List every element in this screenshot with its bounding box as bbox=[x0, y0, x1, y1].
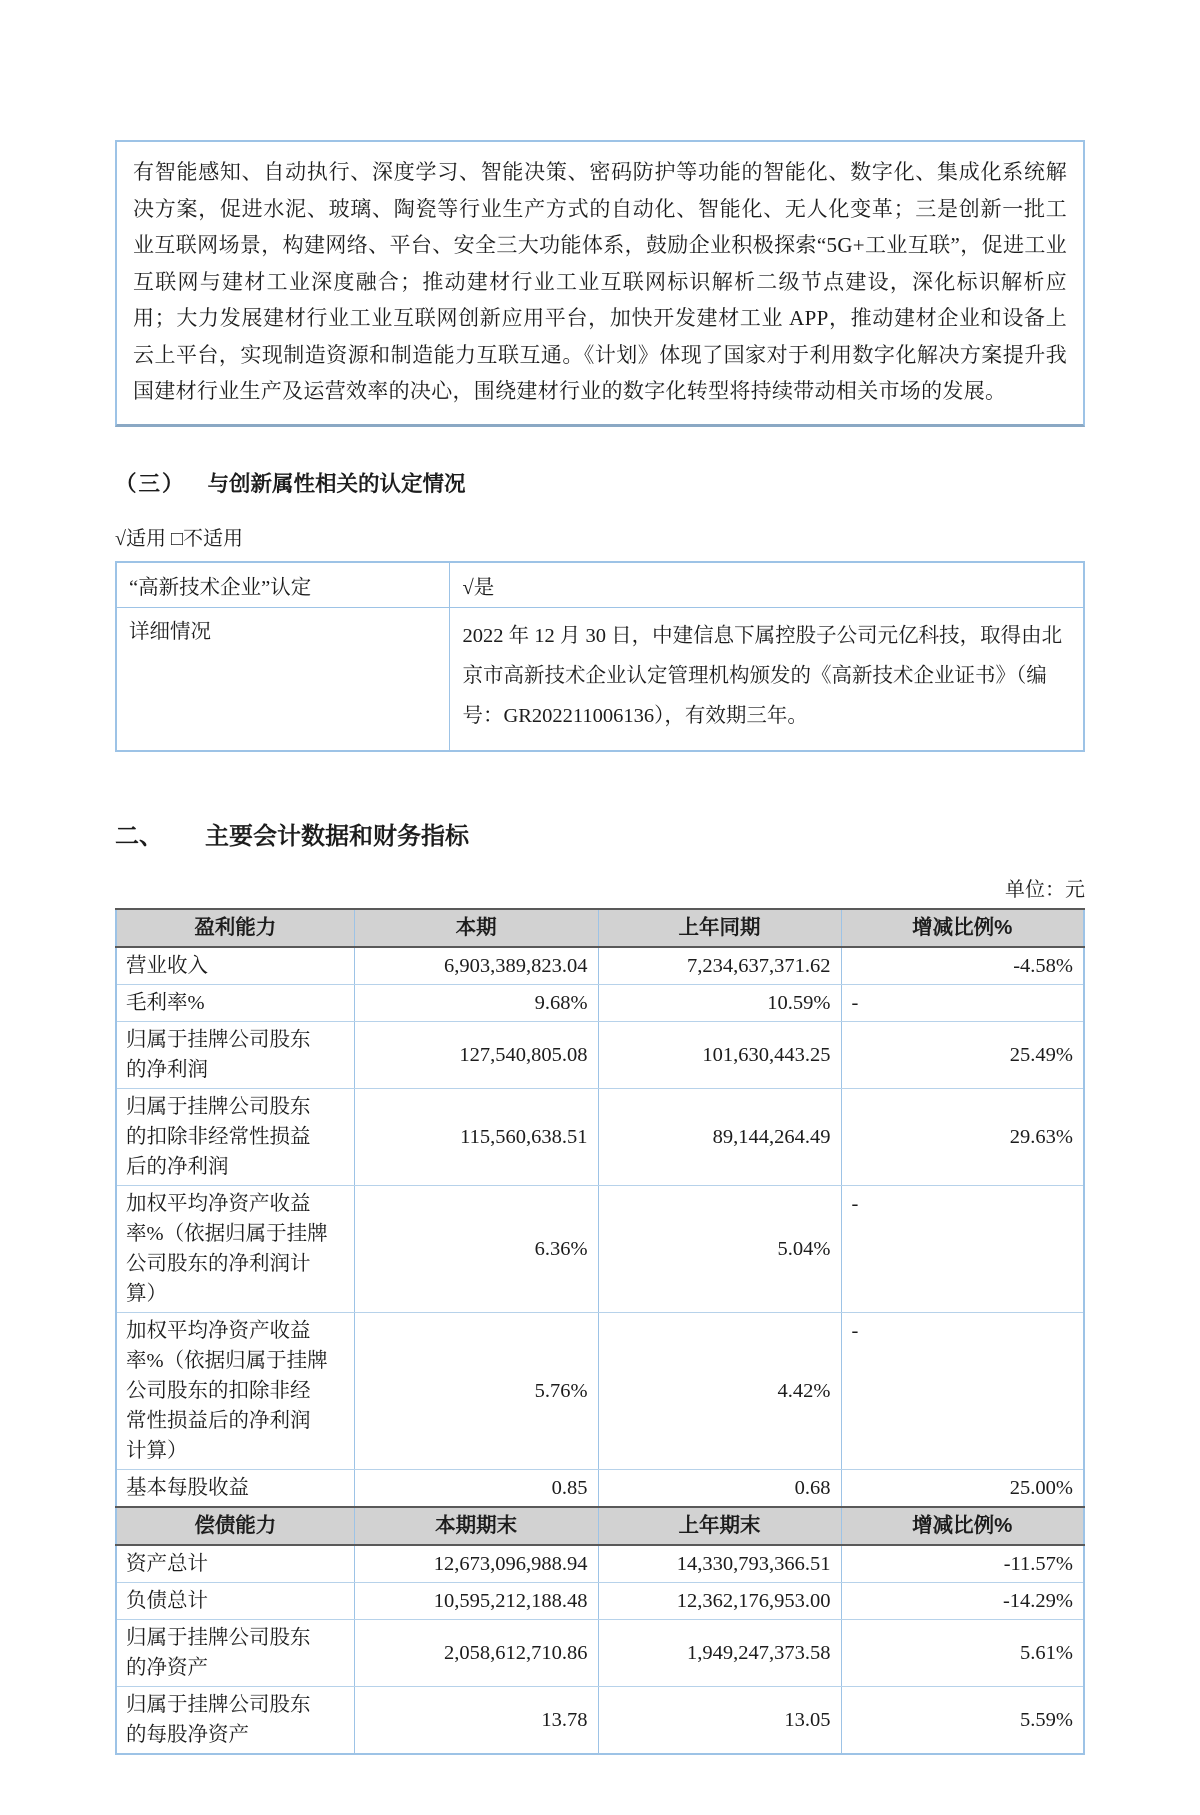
row-value: 127,540,805.08 bbox=[354, 1021, 598, 1088]
certification-table bbox=[115, 561, 1085, 752]
row-value: 14,330,793,366.51 bbox=[598, 1545, 841, 1583]
row-value: - bbox=[841, 1185, 1084, 1312]
row-value: 10,595,212,188.48 bbox=[354, 1582, 598, 1619]
row-value: 13.05 bbox=[598, 1686, 841, 1754]
row-value: 9.68% bbox=[354, 984, 598, 1021]
table-row bbox=[116, 1185, 1084, 1312]
row-value: 0.85 bbox=[354, 1469, 598, 1507]
row-value: 13.78 bbox=[354, 1686, 598, 1754]
row-value: 25.00% bbox=[841, 1469, 1084, 1507]
row-value: 10.59% bbox=[598, 984, 841, 1021]
row-value: 12,673,096,988.94 bbox=[354, 1545, 598, 1583]
row-value: 2022 年 12 月 30 日，中建信息下属控股子公司元亿科技，取得由北京市高新技术企业认定管理机构颁发的《高新技术企业证书》（编号：GR202211006136），有效期三年。 bbox=[450, 607, 1084, 751]
section-title: 主要会计数据和财务指标 bbox=[205, 822, 469, 850]
table-row bbox=[116, 1686, 1084, 1754]
table-row bbox=[116, 562, 1084, 608]
row-value: -14.29% bbox=[841, 1582, 1084, 1619]
row-label: 归属于挂牌公司股东的每股净资产 bbox=[116, 1686, 354, 1754]
table-row bbox=[116, 1312, 1084, 1469]
row-value: 101,630,443.25 bbox=[598, 1021, 841, 1088]
row-value: 5.59% bbox=[841, 1686, 1084, 1754]
intro-text-box bbox=[115, 140, 1085, 427]
row-value: 4.42% bbox=[598, 1312, 841, 1469]
table-row bbox=[116, 984, 1084, 1021]
section-number: （三） bbox=[115, 471, 186, 496]
column-header: 本期 bbox=[354, 909, 598, 947]
row-label: 资产总计 bbox=[116, 1545, 354, 1583]
row-label: 归属于挂牌公司股东的净资产 bbox=[116, 1619, 354, 1686]
column-header: 上年同期 bbox=[598, 909, 841, 947]
section-title: 与创新属性相关的认定情况 bbox=[207, 471, 466, 496]
financial-table bbox=[115, 908, 1085, 1755]
column-header: 盈利能力 bbox=[116, 909, 354, 947]
row-value: -4.58% bbox=[841, 947, 1084, 985]
row-label: 归属于挂牌公司股东的扣除非经常性损益后的净利润 bbox=[116, 1088, 354, 1185]
row-value: 12,362,176,953.00 bbox=[598, 1582, 841, 1619]
row-value: 89,144,264.49 bbox=[598, 1088, 841, 1185]
unit-label: 单位：元 bbox=[1005, 878, 1085, 901]
row-value: - bbox=[841, 984, 1084, 1021]
table-header-row bbox=[116, 909, 1084, 947]
row-label: 基本每股收益 bbox=[116, 1469, 354, 1507]
row-value: 7,234,637,371.62 bbox=[598, 947, 841, 985]
column-header: 上年期末 bbox=[598, 1507, 841, 1545]
intro-paragraph: 有智能感知、自动执行、深度学习、智能决策、密码防护等功能的智能化、数字化、集成化系统解决方案，促进水泥、玻璃、陶瓷等行业生产方式的自动化、智能化、无人化变革；三是创新一批工业互联网场景，构建网络、平台、安全三大功能体系，鼓励企业积极探索“5G+工业互联”，促进工业互联网与建材工业深度融合；推动建材行业工业互联网标识解析二级节点建设，深化标识解析应用；大力发展建材行业工业互联网创新应用平台，加快开发建材工业 APP，推动建材企业和设备上云上平台，实现制造资源和制造能力互联互通。《计划》体现了国家对于利用数字化解决方案提升我国建材行业生产及运营效率的决心，围绕建材行业的数字化转型将持续带动相关市场的发展。 bbox=[133, 160, 1067, 403]
row-label: 负债总计 bbox=[116, 1582, 354, 1619]
table-row bbox=[116, 947, 1084, 985]
row-value: 5.04% bbox=[598, 1185, 841, 1312]
column-header: 增减比例% bbox=[841, 909, 1084, 947]
applicability-note: √适用 □不适用 bbox=[115, 527, 244, 550]
row-label: 归属于挂牌公司股东的净利润 bbox=[116, 1021, 354, 1088]
row-value: √是 bbox=[450, 562, 1084, 608]
row-value: 2,058,612,710.86 bbox=[354, 1619, 598, 1686]
row-label: 加权平均净资产收益率%（依据归属于挂牌公司股东的扣除非经常性损益后的净利润计算） bbox=[116, 1312, 354, 1469]
table-row bbox=[116, 1619, 1084, 1686]
row-label: 营业收入 bbox=[116, 947, 354, 985]
row-value: 115,560,638.51 bbox=[354, 1088, 598, 1185]
row-label: 毛利率% bbox=[116, 984, 354, 1021]
table-row bbox=[116, 1088, 1084, 1185]
column-header: 增减比例% bbox=[841, 1507, 1084, 1545]
row-value: 5.61% bbox=[841, 1619, 1084, 1686]
row-value: 29.63% bbox=[841, 1088, 1084, 1185]
table-row bbox=[116, 1021, 1084, 1088]
row-value: -11.57% bbox=[841, 1545, 1084, 1583]
row-value: 0.68 bbox=[598, 1469, 841, 1507]
table-row bbox=[116, 1545, 1084, 1583]
row-label: “高新技术企业”认定 bbox=[116, 562, 450, 608]
section-heading-financials bbox=[115, 816, 1090, 851]
row-label: 详细情况 bbox=[116, 607, 450, 751]
row-value: 6,903,389,823.04 bbox=[354, 947, 598, 985]
table-row bbox=[116, 607, 1084, 751]
row-value: 1,949,247,373.58 bbox=[598, 1619, 841, 1686]
row-value: 5.76% bbox=[354, 1312, 598, 1469]
financial-table-body bbox=[116, 909, 1084, 1754]
table-row bbox=[116, 1469, 1084, 1507]
column-header: 偿债能力 bbox=[116, 1507, 354, 1545]
row-value: 6.36% bbox=[354, 1185, 598, 1312]
section-heading-innovation bbox=[115, 467, 1090, 498]
row-value: 25.49% bbox=[841, 1021, 1084, 1088]
table-row bbox=[116, 1582, 1084, 1619]
row-label: 加权平均净资产收益率%（依据归属于挂牌公司股东的净利润计算） bbox=[116, 1185, 354, 1312]
table-header-row bbox=[116, 1507, 1084, 1545]
section-number: 二、 bbox=[115, 822, 163, 850]
column-header: 本期期末 bbox=[354, 1507, 598, 1545]
row-value: - bbox=[841, 1312, 1084, 1469]
